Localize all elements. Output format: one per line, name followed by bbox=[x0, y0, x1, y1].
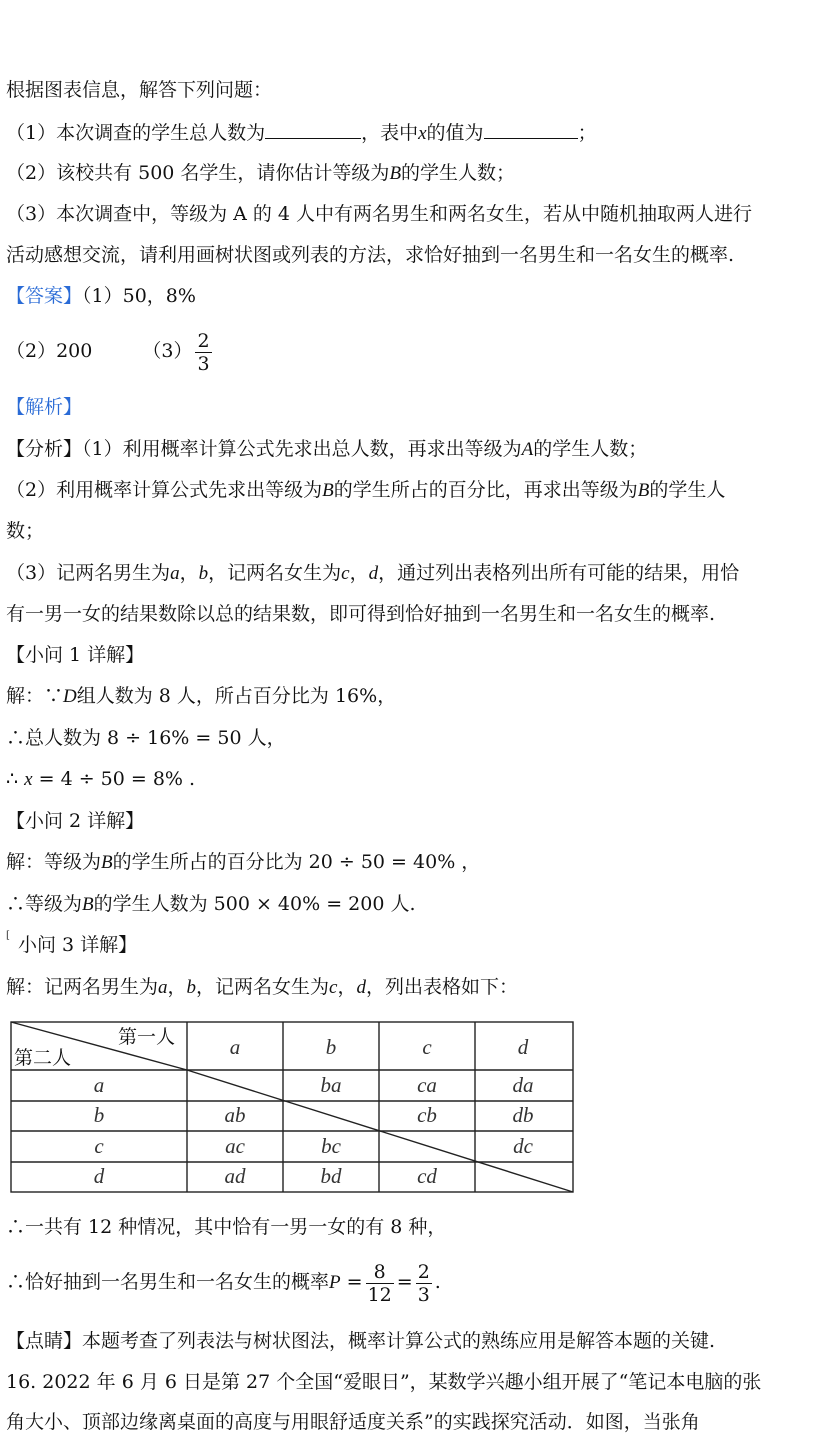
table-cell: dc bbox=[513, 1134, 533, 1158]
table-cell: bc bbox=[321, 1134, 341, 1158]
table-cell: ba bbox=[320, 1073, 342, 1097]
detail-1-line-1: 解：∵D组人数为 8 人，所占百分比为 16%， bbox=[6, 685, 397, 707]
answer-line-1: 【答案】（1）50，8% bbox=[6, 285, 196, 307]
outcome-table bbox=[10, 1021, 576, 1195]
fraction-2-3: $\frac{2}{3}$ bbox=[417, 1260, 430, 1306]
answer-line-2: （2）200 （3） $\frac{2}{3}$ bbox=[6, 329, 210, 375]
table-cell: bd bbox=[320, 1164, 342, 1188]
analysis-tag: 【解析】 bbox=[6, 396, 83, 418]
question-3-line-1: （3）本次调查中，等级为 A 的 4 人中有两名男生和两名女生，若从中随机抽取两人进行 bbox=[6, 203, 753, 225]
row-head-c: c bbox=[94, 1134, 104, 1158]
conclusion-line-1: ∴一共有 12 种情况，其中恰有一男一女的有 8 种， bbox=[6, 1216, 447, 1238]
dianjing-line: 【点睛】本题考查了列表法与树状图法，概率计算公式的熟练应用是解答本题的关键. bbox=[6, 1330, 716, 1352]
detail-1-line-3: ∴ x = 4 ÷ 50 = 8% . bbox=[6, 768, 196, 790]
bracket-mark: [ bbox=[6, 930, 10, 941]
table-cell: cb bbox=[417, 1103, 437, 1127]
table-cell: ad bbox=[224, 1164, 246, 1188]
fenxi-line-2: （2）利用概率计算公式先求出等级为B的学生所占的百分比，再求出等级为B的学生人 bbox=[6, 479, 726, 501]
detail-3-line-1: 解：记两名男生为a，b，记两名女生为c，d，列出表格如下： bbox=[6, 976, 519, 998]
detail-2-line-2: ∴等级为B的学生人数为 500 × 40% = 200 人. bbox=[6, 893, 416, 915]
fraction-8-12: $\frac{8}{12}$ bbox=[367, 1260, 392, 1306]
col-head-c: c bbox=[422, 1035, 432, 1059]
question-3-line-2: 活动感想交流，请利用画树状图或列表的方法，求恰好抽到一名男生和一名女生的概率. bbox=[6, 244, 735, 266]
answer-fraction: $\frac{2}{3}$ bbox=[197, 329, 210, 375]
fenxi-line-5: 有一男一女的结果数除以总的结果数，即可得到恰好抽到一名男生和一名女生的概率. bbox=[6, 603, 716, 625]
question-16-line-2: 角大小、顶部边缘离桌面的高度与用眼舒适度关系”的实践探究活动．如图，当张角 bbox=[6, 1411, 700, 1433]
conclusion-line-2: ∴恰好抽到一名男生和一名女生的概率P = $\frac{8}{12}$ = $\frac{2}{3}$ . bbox=[6, 1260, 441, 1306]
corner-top-label: 第一人 bbox=[118, 1026, 176, 1048]
col-head-b: b bbox=[325, 1035, 337, 1059]
detail-1-title: 【小问 1 详解】 bbox=[6, 644, 145, 666]
corner-bottom-label: 第二人 bbox=[14, 1047, 72, 1069]
fenxi-line-1: 【分析】（1）利用概率计算公式先求出总人数，再求出等级为A的学生人数； bbox=[6, 438, 648, 460]
intro-text: 根据图表信息，解答下列问题： bbox=[6, 79, 273, 101]
table-cell: ab bbox=[224, 1103, 246, 1127]
table-cell: ac bbox=[225, 1134, 245, 1158]
row-head-b: b bbox=[93, 1103, 105, 1127]
question-1: （1）本次调查的学生总人数为 ，表中x的值为 ； bbox=[6, 122, 597, 144]
table-cell: cd bbox=[417, 1164, 437, 1188]
question-16-line-1: 16. 2022 年 6 月 6 日是第 27 个全国“爱眼日”，某数学兴趣小组开展了“笔记本电脑的张 bbox=[6, 1371, 762, 1393]
detail-3-title: 小问 3 详解】 bbox=[18, 934, 138, 956]
detail-1-line-2: ∴总人数为 8 ÷ 16% = 50 人， bbox=[6, 727, 286, 749]
col-head-d: d bbox=[517, 1035, 529, 1059]
question-2: （2）该校共有 500 名学生，请你估计等级为B的学生人数； bbox=[6, 162, 516, 184]
detail-2-title: 【小问 2 详解】 bbox=[6, 810, 145, 832]
fenxi-line-3: 数； bbox=[6, 520, 45, 542]
row-head-a: a bbox=[93, 1073, 105, 1097]
detail-2-line-1: 解：等级为B的学生所占的百分比为 20 ÷ 50 = 40% ， bbox=[6, 851, 481, 873]
answer-tag: 【答案】 bbox=[6, 285, 83, 307]
table-cell: da bbox=[512, 1073, 534, 1097]
table-cell: db bbox=[512, 1103, 534, 1127]
col-head-a: a bbox=[229, 1035, 241, 1059]
table-cell: ca bbox=[417, 1073, 437, 1097]
row-head-d: d bbox=[93, 1164, 105, 1188]
fenxi-line-4: （3）记两名男生为a，b，记两名女生为c，d，通过列出表格列出所有可能的结果，用恰 bbox=[6, 562, 740, 584]
